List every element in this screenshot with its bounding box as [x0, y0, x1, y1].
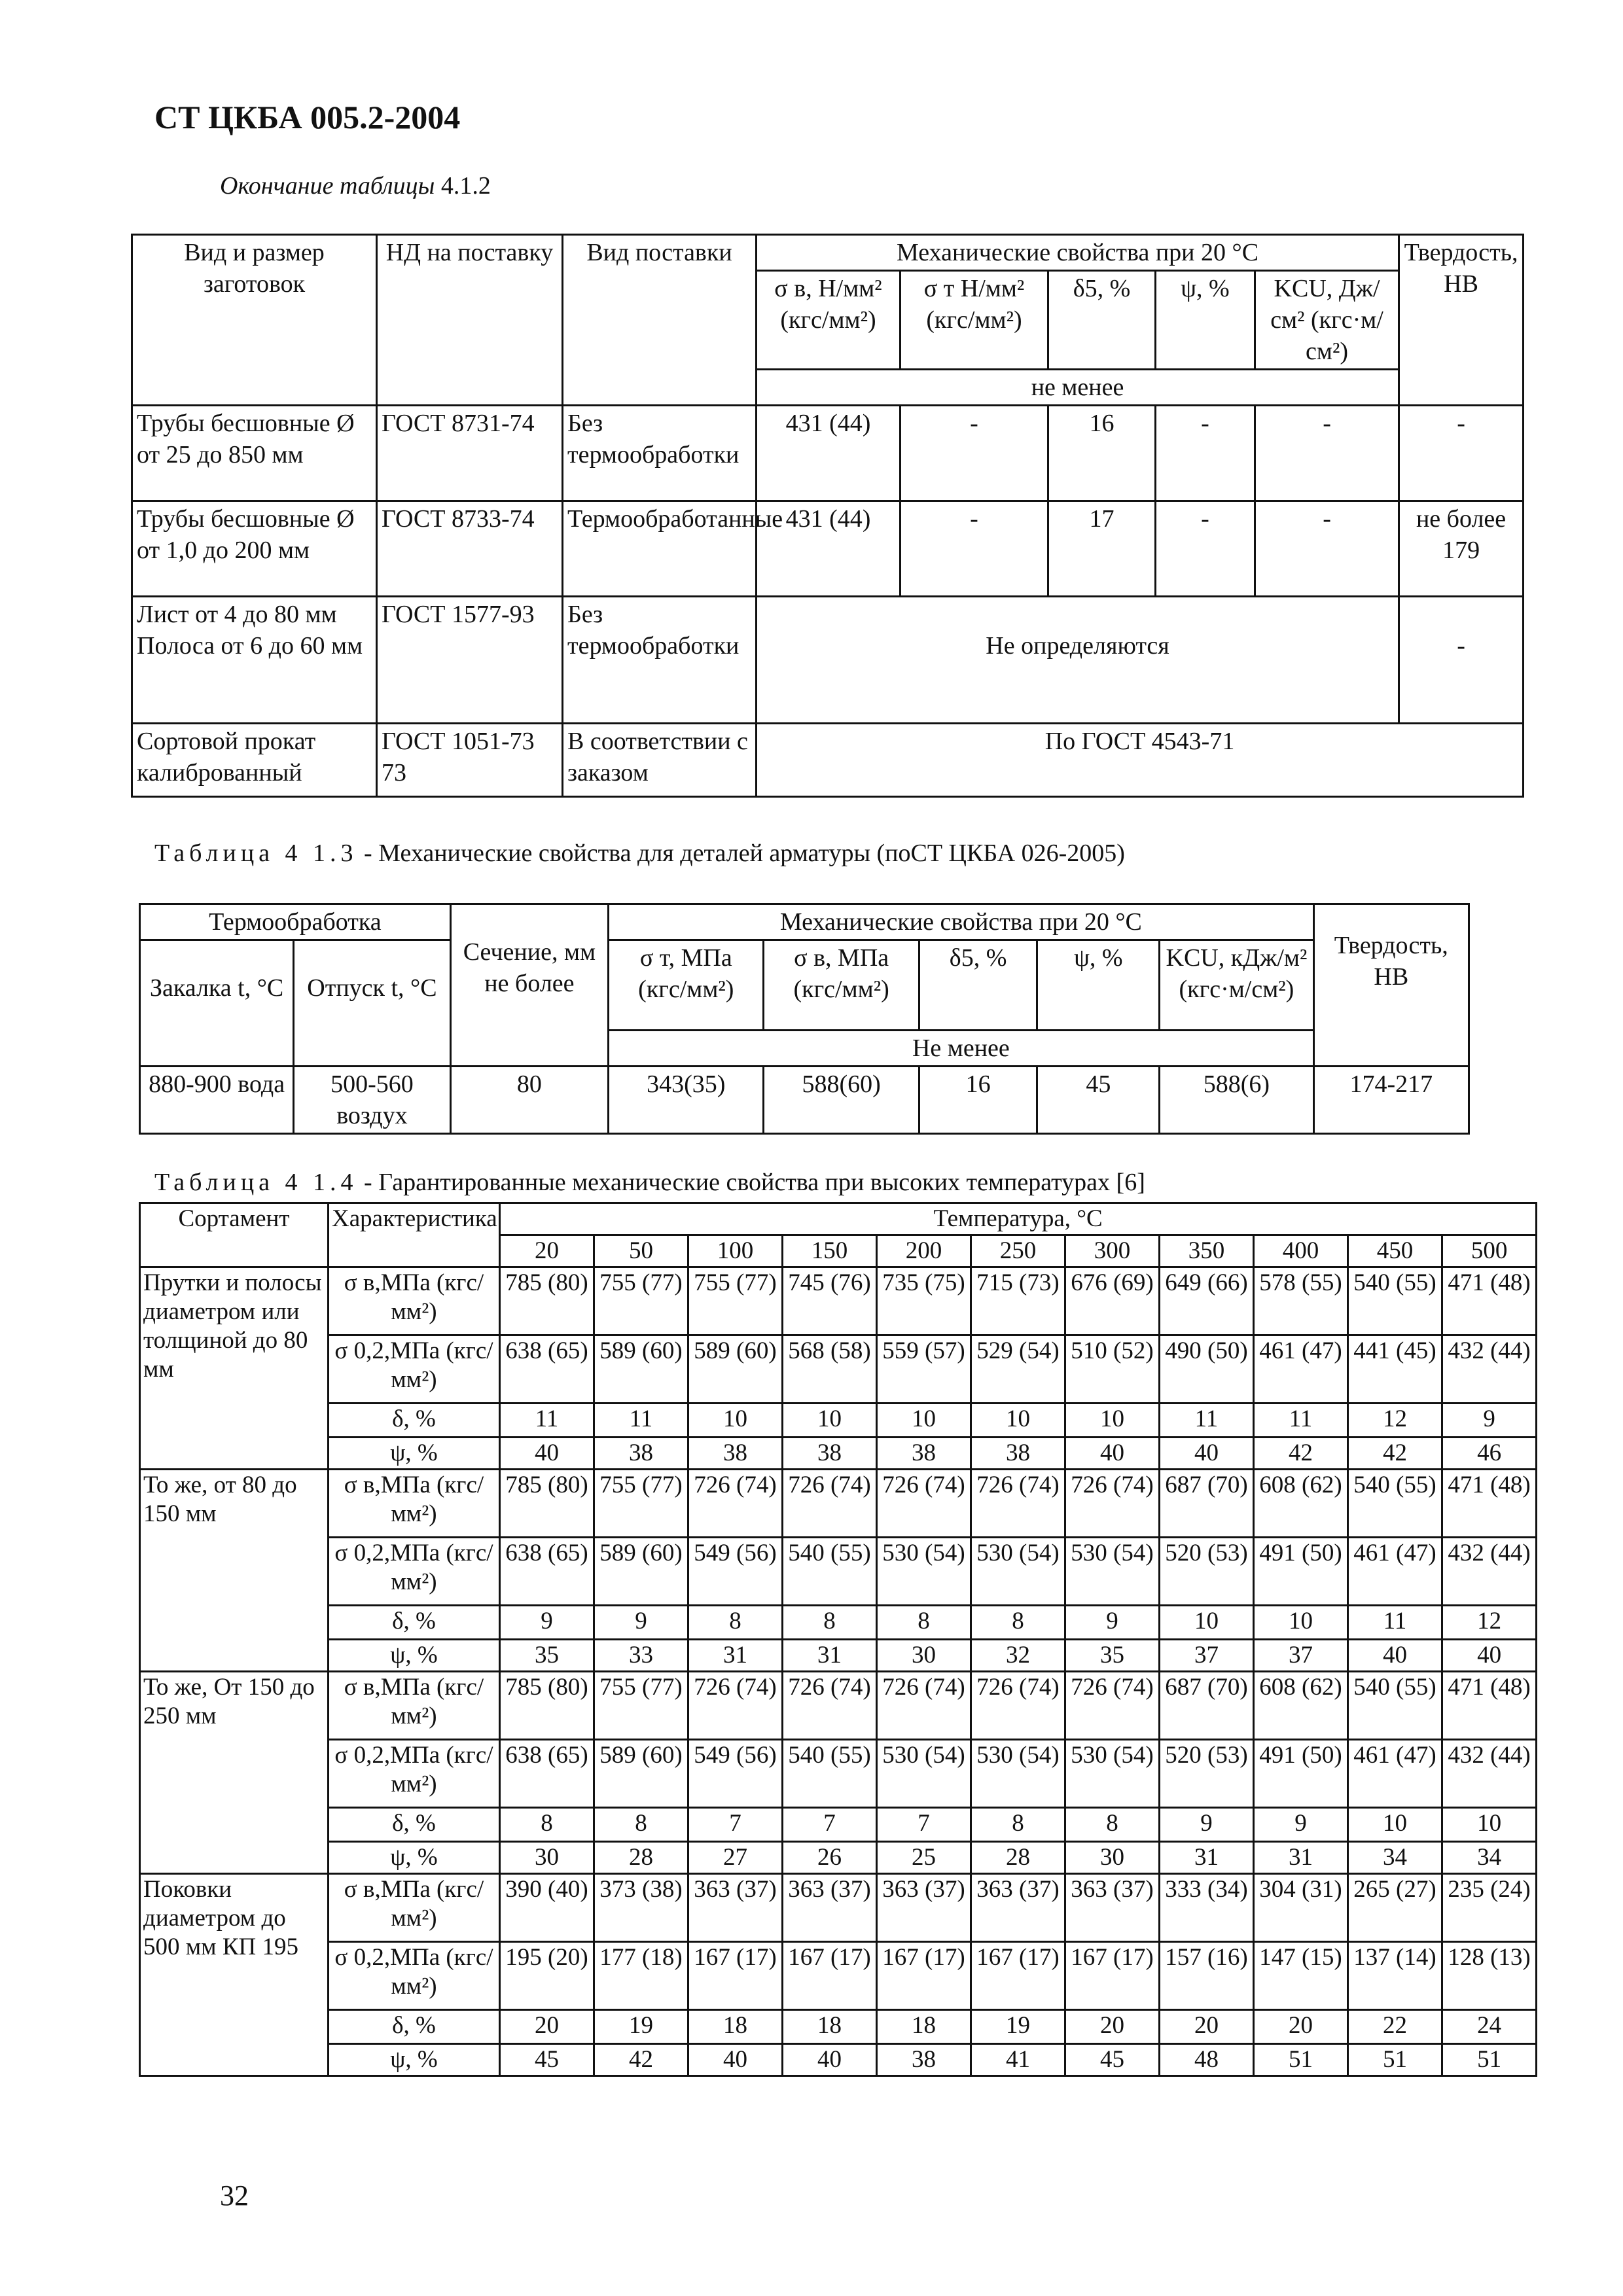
value-cell: 38 [594, 1438, 688, 1470]
sortament-cell: Поковки диаметром до 500 мм КП 195 [140, 1874, 329, 2076]
value-cell: 265 (27) [1348, 1874, 1442, 1942]
value-cell: 9 [594, 1606, 688, 1640]
row-1-sigma-b: 431 (44) [757, 406, 901, 501]
header-kcu: KCU, Дж/см² (кгс·м/см²) [1255, 271, 1399, 370]
value-cell: 540 (55) [783, 1538, 877, 1606]
table-row [140, 1438, 1537, 1470]
value-cell: 559 (57) [877, 1335, 971, 1404]
header-sigma-t: σ т Н/мм² (кгс/мм²) [901, 271, 1048, 370]
value-cell: 51 [1254, 2044, 1348, 2076]
value-cell: 649 (66) [1160, 1267, 1254, 1335]
value-cell: 726 (74) [877, 1672, 971, 1740]
row-2-sigma-t: - [901, 501, 1048, 597]
header-delivery: Вид поставки [563, 235, 757, 406]
value-cell: 11 [500, 1404, 594, 1438]
value-cell: 363 (37) [1065, 1874, 1160, 1942]
value-cell: 490 (50) [1160, 1335, 1254, 1404]
value-cell: 608 (62) [1254, 1470, 1348, 1538]
table-row [140, 1404, 1537, 1438]
value-cell: 28 [594, 1842, 688, 1874]
value-cell: 726 (74) [688, 1672, 783, 1740]
value-cell: 530 (54) [1065, 1740, 1160, 1808]
table-row [140, 1606, 1537, 1640]
value-cell: 42 [1348, 1438, 1442, 1470]
header-nd: НД на поставку [377, 235, 563, 406]
value-cell: 167 (17) [688, 1942, 783, 2010]
header-sigma-b: σ в, МПа (кгс/мм²) [764, 940, 919, 1031]
value-cell: 676 (69) [1065, 1267, 1160, 1335]
value-cell: 40 [688, 2044, 783, 2076]
value-cell: 530 (54) [971, 1740, 1065, 1808]
value-cell: 10 [877, 1404, 971, 1438]
value-cell: 25 [877, 1842, 971, 1874]
characteristic-cell: ψ, % [329, 2044, 500, 2076]
characteristic-cell: σ 0,2,МПа (кгс/мм²) [329, 1942, 500, 2010]
value-cell: 638 (65) [500, 1740, 594, 1808]
table-row [140, 2044, 1537, 2076]
value-cell: 304 (31) [1254, 1874, 1348, 1942]
caption-label: Таблица 4 1.3 [154, 839, 358, 867]
header-min: не менее [757, 370, 1399, 406]
value-cell: 530 (54) [1065, 1538, 1160, 1606]
value-cell: 19 [594, 2010, 688, 2044]
value-cell: 10 [1348, 1808, 1442, 1842]
value-cell: 9 [500, 1606, 594, 1640]
value-cell: 167 (17) [783, 1942, 877, 2010]
value-cell: 8 [877, 1606, 971, 1640]
value-cell: 38 [971, 1438, 1065, 1470]
value-cell: 520 (53) [1160, 1740, 1254, 1808]
value-cell: 33 [594, 1640, 688, 1672]
value-cell: 51 [1348, 2044, 1442, 2076]
temp-500: 500 [1442, 1235, 1537, 1267]
value-cell: 10 [1442, 1808, 1537, 1842]
value-cell: 40 [1160, 1438, 1254, 1470]
value-cell: 157 (16) [1160, 1942, 1254, 2010]
cell-section: 80 [450, 1067, 609, 1134]
value-cell: 491 (50) [1254, 1740, 1348, 1808]
table-row [140, 1942, 1537, 2010]
value-cell: 18 [783, 2010, 877, 2044]
value-cell: 8 [594, 1808, 688, 1842]
header-psi: ψ, % [1156, 271, 1255, 370]
value-cell: 167 (17) [971, 1942, 1065, 2010]
value-cell: 540 (55) [783, 1740, 877, 1808]
value-cell: 22 [1348, 2010, 1442, 2044]
cell-psi: 45 [1037, 1067, 1160, 1134]
value-cell: 471 (48) [1442, 1267, 1537, 1335]
row-2-sigma-b: 431 (44) [757, 501, 901, 597]
value-cell: 235 (24) [1442, 1874, 1537, 1942]
header-quench: Закалка t, °С [140, 940, 294, 1067]
value-cell: 20 [500, 2010, 594, 2044]
row-2-delivery: Термообработанные [563, 501, 757, 597]
value-cell: 785 (80) [500, 1267, 594, 1335]
sortament-cell: Прутки и полосы диаметром или толщиной до 80 мм [140, 1267, 329, 1470]
row-2-delta5: 17 [1048, 501, 1156, 597]
value-cell: 10 [1065, 1404, 1160, 1438]
value-cell: 40 [1348, 1640, 1442, 1672]
table-row [140, 1470, 1537, 1538]
value-cell: 726 (74) [783, 1470, 877, 1538]
caption-number: 4.1.2 [440, 172, 491, 200]
characteristic-cell: σ в,МПа (кгс/мм²) [329, 1672, 500, 1740]
value-cell: 9 [1160, 1808, 1254, 1842]
value-cell: 9 [1065, 1606, 1160, 1640]
value-cell: 20 [1065, 2010, 1160, 2044]
row-3-delivery: Без термообработки [563, 597, 757, 724]
header-sortament: Сортамент [140, 1203, 329, 1267]
value-cell: 38 [877, 1438, 971, 1470]
value-cell: 530 (54) [877, 1740, 971, 1808]
value-cell: 42 [1254, 1438, 1348, 1470]
row-1-delta5: 16 [1048, 406, 1156, 501]
temp-150: 150 [783, 1235, 877, 1267]
value-cell: 40 [500, 1438, 594, 1470]
value-cell: 471 (48) [1442, 1470, 1537, 1538]
value-cell: 608 (62) [1254, 1672, 1348, 1740]
header-hardness: Твердость, НВ [1313, 904, 1469, 1067]
value-cell: 638 (65) [500, 1335, 594, 1404]
cell-sigma-b: 588(60) [764, 1067, 919, 1134]
header-section: Сечение, мм не более [450, 904, 609, 1067]
header-sigma-b: σ в, Н/мм² (кгс/мм²) [757, 271, 901, 370]
row-1-sigma-t: - [901, 406, 1048, 501]
value-cell: 27 [688, 1842, 783, 1874]
value-cell: 195 (20) [500, 1942, 594, 2010]
value-cell: 128 (13) [1442, 1942, 1537, 2010]
temp-400: 400 [1254, 1235, 1348, 1267]
value-cell: 37 [1160, 1640, 1254, 1672]
characteristic-cell: δ, % [329, 1606, 500, 1640]
row-2-hardness: не более 179 [1399, 501, 1524, 597]
caption-text: - Механические свойства для деталей арматуры (поСТ ЦКБА 026-2005) [364, 839, 1125, 867]
row-1-nd: ГОСТ 8731-74 [377, 406, 563, 501]
value-cell: 30 [500, 1842, 594, 1874]
characteristic-cell: δ, % [329, 1404, 500, 1438]
characteristic-cell: ψ, % [329, 1842, 500, 1874]
value-cell: 432 (44) [1442, 1335, 1537, 1404]
header-characteristic: Характеристика [329, 1203, 500, 1267]
value-cell: 589 (60) [594, 1538, 688, 1606]
value-cell: 42 [594, 2044, 688, 2076]
table-row [140, 1538, 1537, 1606]
value-cell: 34 [1442, 1842, 1537, 1874]
header-psi: ψ, % [1037, 940, 1160, 1031]
value-cell: 9 [1254, 1808, 1348, 1842]
value-cell: 31 [688, 1640, 783, 1672]
temp-450: 450 [1348, 1235, 1442, 1267]
row-3-nd: ГОСТ 1577-93 [377, 597, 563, 724]
caption-label: Таблица 4 1.4 [154, 1169, 358, 1196]
value-cell: 363 (37) [971, 1874, 1065, 1942]
row-1-psi: - [1156, 406, 1255, 501]
value-cell: 726 (74) [1065, 1672, 1160, 1740]
value-cell: 8 [971, 1606, 1065, 1640]
row-1-delivery: Без термообработки [563, 406, 757, 501]
value-cell: 18 [877, 2010, 971, 2044]
table-412-caption [220, 171, 491, 200]
characteristic-cell: δ, % [329, 2010, 500, 2044]
table-row [140, 2010, 1537, 2044]
cell-hardness: 174-217 [1313, 1067, 1469, 1134]
table-row [140, 1874, 1537, 1942]
value-cell: 26 [783, 1842, 877, 1874]
characteristic-cell: δ, % [329, 1808, 500, 1842]
value-cell: 40 [783, 2044, 877, 2076]
value-cell: 31 [783, 1640, 877, 1672]
row-4-nd: ГОСТ 1051-73 73 [377, 724, 563, 797]
table-row [140, 1808, 1537, 1842]
value-cell: 40 [1065, 1438, 1160, 1470]
table-row [140, 1335, 1537, 1404]
value-cell: 11 [1160, 1404, 1254, 1438]
table-row [140, 1740, 1537, 1808]
value-cell: 167 (17) [1065, 1942, 1160, 2010]
value-cell: 51 [1442, 2044, 1537, 2076]
page-number: 32 [220, 2180, 249, 2212]
table-4-1-3 [139, 903, 1470, 1135]
value-cell: 785 (80) [500, 1470, 594, 1538]
value-cell: 30 [877, 1640, 971, 1672]
cell-quench: 880-900 вода [140, 1067, 294, 1134]
value-cell: 12 [1442, 1606, 1537, 1640]
value-cell: 687 (70) [1160, 1672, 1254, 1740]
value-cell: 37 [1254, 1640, 1348, 1672]
value-cell: 31 [1254, 1842, 1348, 1874]
characteristic-cell: ψ, % [329, 1438, 500, 1470]
value-cell: 520 (53) [1160, 1538, 1254, 1606]
value-cell: 38 [688, 1438, 783, 1470]
table-row [140, 1672, 1537, 1740]
header-mech-props: Механические свойства при 20 °С [757, 235, 1399, 271]
value-cell: 726 (74) [971, 1470, 1065, 1538]
temp-20: 20 [500, 1235, 594, 1267]
sortament-cell: То же, от 80 до 150 мм [140, 1470, 329, 1672]
value-cell: 726 (74) [783, 1672, 877, 1740]
value-cell: 20 [1254, 2010, 1348, 2044]
table-413-caption [154, 839, 1125, 868]
value-cell: 568 (58) [783, 1335, 877, 1404]
row-3-not-determined: Не определяются [757, 597, 1399, 724]
value-cell: 785 (80) [500, 1672, 594, 1740]
value-cell: 491 (50) [1254, 1538, 1348, 1606]
value-cell: 441 (45) [1348, 1335, 1442, 1404]
value-cell: 41 [971, 2044, 1065, 2076]
value-cell: 373 (38) [594, 1874, 688, 1942]
value-cell: 589 (60) [688, 1335, 783, 1404]
header-sigma-t: σ т, МПа (кгс/мм²) [609, 940, 764, 1031]
value-cell: 687 (70) [1160, 1470, 1254, 1538]
value-cell: 8 [500, 1808, 594, 1842]
value-cell: 363 (37) [688, 1874, 783, 1942]
table-row [140, 1842, 1537, 1874]
row-4-per-gost: По ГОСТ 4543-71 [757, 724, 1524, 797]
value-cell: 461 (47) [1348, 1538, 1442, 1606]
value-cell: 24 [1442, 2010, 1537, 2044]
value-cell: 510 (52) [1065, 1335, 1160, 1404]
table-row [140, 1640, 1537, 1672]
row-4-blank: Сортовой прокат калиброванный [132, 724, 377, 797]
value-cell: 726 (74) [877, 1470, 971, 1538]
value-cell: 461 (47) [1254, 1335, 1348, 1404]
value-cell: 10 [1160, 1606, 1254, 1640]
header-temper: Отпуск t, °С [294, 940, 450, 1067]
row-4-delivery: В соответствии с заказом [563, 724, 757, 797]
value-cell: 18 [688, 2010, 783, 2044]
value-cell: 549 (56) [688, 1740, 783, 1808]
value-cell: 35 [500, 1640, 594, 1672]
value-cell: 578 (55) [1254, 1267, 1348, 1335]
value-cell: 530 (54) [971, 1538, 1065, 1606]
value-cell: 35 [1065, 1640, 1160, 1672]
value-cell: 8 [971, 1808, 1065, 1842]
value-cell: 363 (37) [783, 1874, 877, 1942]
value-cell: 432 (44) [1442, 1740, 1537, 1808]
row-2-kcu: - [1255, 501, 1399, 597]
value-cell: 529 (54) [971, 1335, 1065, 1404]
value-cell: 390 (40) [500, 1874, 594, 1942]
value-cell: 333 (34) [1160, 1874, 1254, 1942]
row-1-blank: Трубы бесшовные Ø от 25 до 850 мм [132, 406, 377, 501]
cell-sigma-t: 343(35) [609, 1067, 764, 1134]
temp-50: 50 [594, 1235, 688, 1267]
value-cell: 167 (17) [877, 1942, 971, 2010]
value-cell: 147 (15) [1254, 1942, 1348, 2010]
value-cell: 540 (55) [1348, 1470, 1442, 1538]
characteristic-cell: σ 0,2,МПа (кгс/мм²) [329, 1538, 500, 1606]
value-cell: 32 [971, 1640, 1065, 1672]
characteristic-cell: σ в,МПа (кгс/мм²) [329, 1267, 500, 1335]
row-3-blank: Лист от 4 до 80 мм Полоса от 6 до 60 мм [132, 597, 377, 724]
row-1-hardness: - [1399, 406, 1524, 501]
value-cell: 549 (56) [688, 1538, 783, 1606]
characteristic-cell: σ 0,2,МПа (кгс/мм²) [329, 1335, 500, 1404]
cell-temper: 500-560 воздух [294, 1067, 450, 1134]
value-cell: 471 (48) [1442, 1672, 1537, 1740]
value-cell: 40 [1442, 1640, 1537, 1672]
temp-300: 300 [1065, 1235, 1160, 1267]
value-cell: 432 (44) [1442, 1538, 1537, 1606]
cell-delta5: 16 [919, 1067, 1037, 1134]
value-cell: 34 [1348, 1842, 1442, 1874]
value-cell: 755 (77) [594, 1672, 688, 1740]
temp-100: 100 [688, 1235, 783, 1267]
value-cell: 12 [1348, 1404, 1442, 1438]
value-cell: 589 (60) [594, 1740, 688, 1808]
sortament-cell: То же, От 150 до 250 мм [140, 1672, 329, 1874]
value-cell: 755 (77) [594, 1267, 688, 1335]
value-cell: 8 [688, 1606, 783, 1640]
table-4-1-2 [131, 234, 1524, 798]
header-delta5: δ5, % [919, 940, 1037, 1031]
value-cell: 10 [1254, 1606, 1348, 1640]
header-mech-props: Механические свойства при 20 °С [609, 904, 1313, 940]
header-min: Не менее [609, 1031, 1313, 1067]
caption-text: - Гарантированные механические свойства при высоких температурах [6] [364, 1169, 1145, 1196]
value-cell: 38 [877, 2044, 971, 2076]
value-cell: 755 (77) [688, 1267, 783, 1335]
value-cell: 30 [1065, 1842, 1160, 1874]
header-kcu: KCU, кДж/м² (кгс·м/см²) [1160, 940, 1313, 1031]
value-cell: 177 (18) [594, 1942, 688, 2010]
value-cell: 11 [1348, 1606, 1442, 1640]
value-cell: 11 [594, 1404, 688, 1438]
value-cell: 726 (74) [1065, 1470, 1160, 1538]
header-temperature: Температура, °С [500, 1203, 1537, 1235]
value-cell: 7 [877, 1808, 971, 1842]
header-heat-treatment: Термообработка [140, 904, 451, 940]
value-cell: 726 (74) [971, 1672, 1065, 1740]
value-cell: 735 (75) [877, 1267, 971, 1335]
value-cell: 8 [783, 1606, 877, 1640]
value-cell: 46 [1442, 1438, 1537, 1470]
value-cell: 38 [783, 1438, 877, 1470]
value-cell: 45 [500, 2044, 594, 2076]
value-cell: 31 [1160, 1842, 1254, 1874]
header-hardness: Твердость, НВ [1399, 235, 1524, 406]
table-4-1-4 [139, 1202, 1537, 2077]
value-cell: 28 [971, 1842, 1065, 1874]
value-cell: 540 (55) [1348, 1672, 1442, 1740]
table-row [140, 1267, 1537, 1335]
value-cell: 9 [1442, 1404, 1537, 1438]
temp-250: 250 [971, 1235, 1065, 1267]
row-2-blank: Трубы бесшовные Ø от 1,0 до 200 мм [132, 501, 377, 597]
value-cell: 745 (76) [783, 1267, 877, 1335]
caption-italic-text: Окончание таблицы [220, 172, 435, 200]
document-code: СТ ЦКБА 005.2-2004 [154, 99, 461, 135]
characteristic-cell: ψ, % [329, 1640, 500, 1672]
temp-200: 200 [877, 1235, 971, 1267]
header-blank-type: Вид и размер заготовок [132, 235, 377, 406]
value-cell: 48 [1160, 2044, 1254, 2076]
table-414-caption [154, 1168, 1145, 1197]
row-3-hardness: - [1399, 597, 1524, 724]
row-2-nd: ГОСТ 8733-74 [377, 501, 563, 597]
value-cell: 530 (54) [877, 1538, 971, 1606]
value-cell: 10 [688, 1404, 783, 1438]
temp-350: 350 [1160, 1235, 1254, 1267]
row-1-kcu: - [1255, 406, 1399, 501]
characteristic-cell: σ в,МПа (кгс/мм²) [329, 1470, 500, 1538]
header-delta5: δ5, % [1048, 271, 1156, 370]
value-cell: 19 [971, 2010, 1065, 2044]
value-cell: 137 (14) [1348, 1942, 1442, 2010]
value-cell: 726 (74) [688, 1470, 783, 1538]
row-2-psi: - [1156, 501, 1255, 597]
value-cell: 540 (55) [1348, 1267, 1442, 1335]
characteristic-cell: σ 0,2,МПа (кгс/мм²) [329, 1740, 500, 1808]
value-cell: 715 (73) [971, 1267, 1065, 1335]
value-cell: 45 [1065, 2044, 1160, 2076]
cell-kcu: 588(6) [1160, 1067, 1313, 1134]
value-cell: 10 [783, 1404, 877, 1438]
value-cell: 755 (77) [594, 1470, 688, 1538]
value-cell: 20 [1160, 2010, 1254, 2044]
value-cell: 589 (60) [594, 1335, 688, 1404]
value-cell: 461 (47) [1348, 1740, 1442, 1808]
value-cell: 7 [688, 1808, 783, 1842]
value-cell: 8 [1065, 1808, 1160, 1842]
value-cell: 638 (65) [500, 1538, 594, 1606]
value-cell: 10 [971, 1404, 1065, 1438]
value-cell: 363 (37) [877, 1874, 971, 1942]
value-cell: 7 [783, 1808, 877, 1842]
characteristic-cell: σ в,МПа (кгс/мм²) [329, 1874, 500, 1942]
value-cell: 11 [1254, 1404, 1348, 1438]
